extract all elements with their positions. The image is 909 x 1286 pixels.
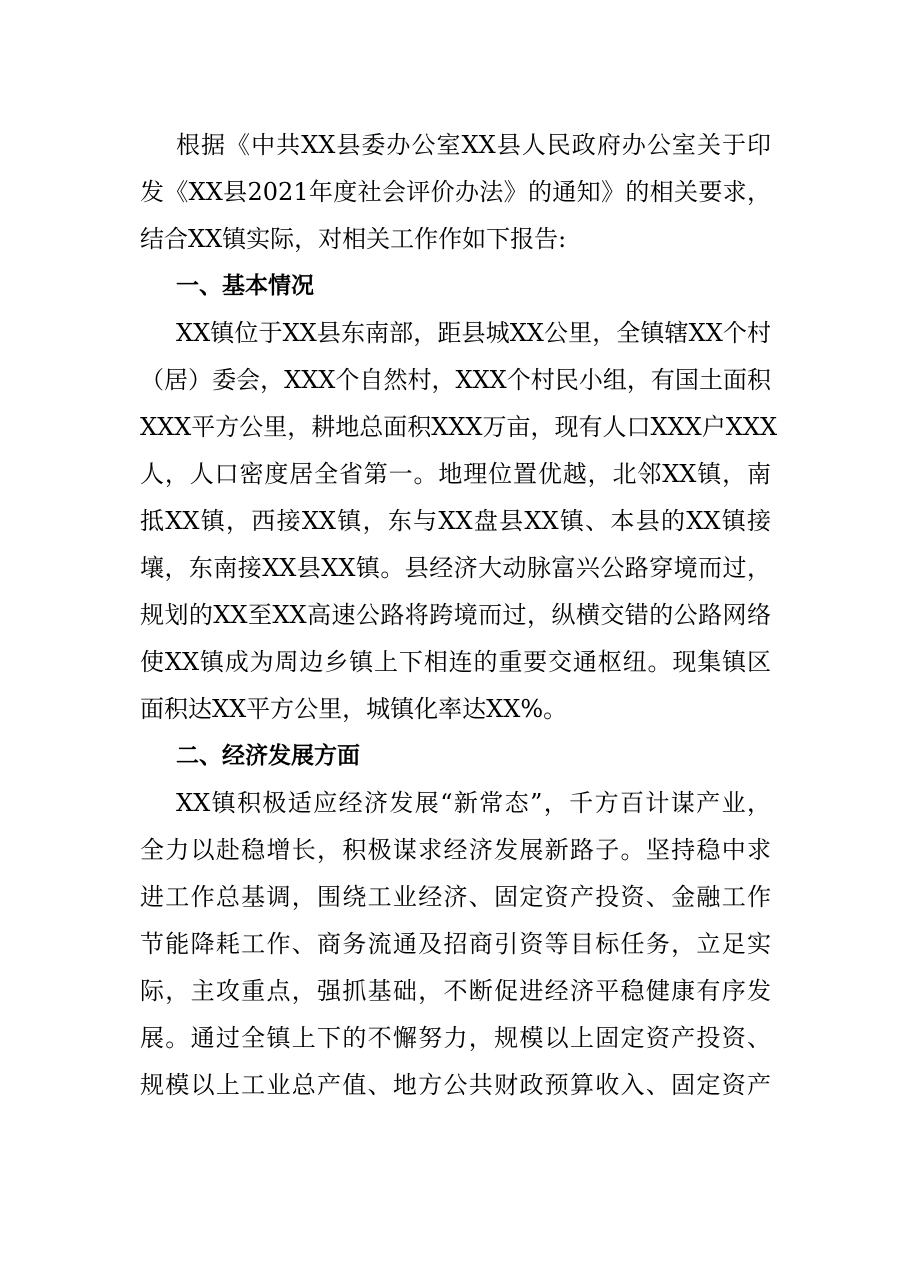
section2-line-4: 节能降耗工作、商务流通及招商引资等目标任务，立足实 bbox=[140, 930, 771, 958]
intro-line-2: 发《XX县2021年度社会评价办法》的通知》的相关要求， bbox=[140, 178, 771, 206]
section1-line-2: （居）委会，XXX个自然村，XXX个村民小组，有国土面积 bbox=[140, 366, 771, 394]
section1-line-3: XXX平方公里，耕地总面积XXX万亩，现有人口XXX户XXX bbox=[140, 413, 778, 441]
section1-line-8: 使XX镇成为周边乡镇上下相连的重要交通枢纽。现集镇区 bbox=[140, 648, 771, 676]
intro-line-3: 结合XX镇实际，对相关工作作如下报告: bbox=[140, 225, 567, 253]
section1-line-9: 面积达XX平方公里，城镇化率达XX%。 bbox=[140, 695, 568, 723]
section2-line-3: 进工作总基调，围绕工业经济、固定资产投资、金融工作 bbox=[140, 883, 771, 911]
section-heading-economy: 二、经济发展方面 bbox=[176, 743, 360, 769]
section2-line-7: 规模以上工业总产值、地方公共财政预算收入、固定资产 bbox=[140, 1071, 771, 1099]
section1-line-5: 抵XX镇，西接XX镇，东与XX盘县XX镇、本县的XX镇接 bbox=[140, 507, 771, 535]
intro-line-1: 根据《中共XX县委办公室XX县人民政府办公室关于印 bbox=[176, 131, 771, 159]
section2-line-2: 全力以赴稳增长，积极谋求经济发展新路子。坚持稳中求 bbox=[140, 836, 771, 864]
section1-line-6: 壤，东南接XX县XX镇。县经济大动脉富兴公路穿境而过， bbox=[140, 554, 771, 582]
section2-line-5: 际，主攻重点，强抓基础，不断促进经济平稳健康有序发 bbox=[140, 977, 771, 1005]
section1-line-7: 规划的XX至XX高速公路将跨境而过，纵横交错的公路网络 bbox=[140, 601, 771, 629]
section2-line-6: 展。通过全镇上下的不懈努力，规模以上固定资产投资、 bbox=[140, 1024, 771, 1052]
section1-line-4: 人，人口密度居全省第一。地理位置优越，北邻XX镇，南 bbox=[140, 460, 771, 488]
section1-line-1: XX镇位于XX县东南部，距县城XX公里，全镇辖XX个村 bbox=[176, 319, 771, 347]
section2-line-1: XX镇积极适应经济发展“新常态”，千方百计谋产业， bbox=[176, 789, 771, 817]
section-heading-basic: 一、基本情况 bbox=[176, 273, 314, 299]
